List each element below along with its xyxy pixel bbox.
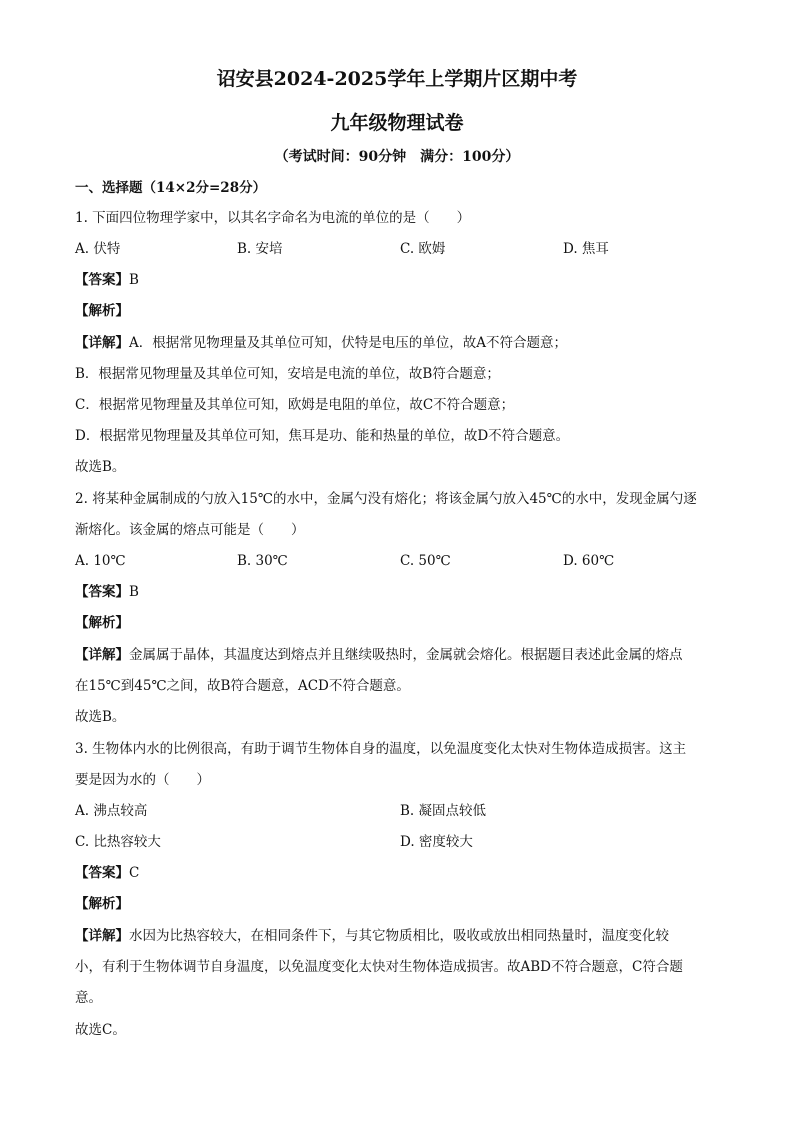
q3-option-a: A. 沸点较高 <box>75 803 148 819</box>
answer-tag: 【答案】 <box>75 272 129 288</box>
q3-option-b: B. 凝固点较低 <box>400 803 487 819</box>
q3-stem-line: 要是因为水的（ ） <box>75 772 210 788</box>
answer-value: B <box>129 272 139 288</box>
q3-option-c: C. 比热容较大 <box>75 834 161 850</box>
q3-detail-line: 意。 <box>75 990 102 1006</box>
answer-value: B <box>129 584 139 600</box>
answer-value: C <box>129 865 140 881</box>
exam-info: （考试时间：90分钟 满分：100分） <box>274 149 520 165</box>
detail-tag: 【详解】 <box>75 335 129 351</box>
q1-conclusion: 故选B。 <box>75 459 126 475</box>
q2-detail-line <box>75 646 683 664</box>
q2-analysis-tag: 【解析】 <box>75 615 129 631</box>
answer-tag: 【答案】 <box>75 584 129 600</box>
q1-detail-line: B．根据常见物理量及其单位可知，安培是电流的单位，故B符合题意； <box>75 366 500 382</box>
q3-option-d: D. 密度较大 <box>400 834 473 850</box>
q1-option-c: C. 欧姆 <box>400 241 446 257</box>
q3-answer <box>75 864 139 882</box>
q1-detail-line <box>75 334 567 352</box>
detail-tag: 【详解】 <box>75 647 129 663</box>
exam-title: 诏安县2024-2025学年上学期片区期中考 <box>216 68 578 90</box>
q2-stem-line: 2. 将某种金属制成的勺放入15℃的水中，金属勺没有熔化；将该金属勺放入45℃的水中，发现金属勺逐 <box>75 491 697 507</box>
q1-analysis-tag: 【解析】 <box>75 303 129 319</box>
section-heading: 一、选择题（14×2分=28分） <box>75 180 267 196</box>
q3-conclusion: 故选C。 <box>75 1022 126 1038</box>
q2-option-a: A. 10℃ <box>75 553 126 569</box>
q1-option-a: A. 伏特 <box>75 241 121 257</box>
q2-option-c: C. 50℃ <box>400 553 451 569</box>
detail-tag: 【详解】 <box>75 928 129 944</box>
q2-detail-line: 在15℃到45℃之间，故B符合题意，ACD不符合题意。 <box>75 678 410 694</box>
q3-analysis-tag: 【解析】 <box>75 896 129 912</box>
q2-conclusion: 故选B。 <box>75 709 126 725</box>
detail-text: A．根据常见物理量及其单位可知，伏特是电压的单位，故A不符合题意； <box>129 335 567 351</box>
q1-answer <box>75 271 139 289</box>
exam-subtitle: 九年级物理试卷 <box>330 112 464 134</box>
q3-detail-line <box>75 927 669 945</box>
detail-text: 金属属于晶体，其温度达到熔点并且继续吸热时，金属就会熔化。根据题目表述此金属的熔点 <box>129 647 683 663</box>
q1-option-b: B. 安培 <box>237 241 283 257</box>
q2-stem-line: 渐熔化。该金属的熔点可能是（ ） <box>75 522 305 538</box>
q3-detail-line: 小，有利于生物体调节自身温度，以免温度变化太快对生物体造成损害。故ABD不符合题意，C符合题 <box>75 959 683 975</box>
q1-stem: 1. 下面四位物理学家中，以其名字命名为电流的单位的是（ ） <box>75 210 471 226</box>
q1-detail-line: D．根据常见物理量及其单位可知，焦耳是功、能和热量的单位，故D不符合题意。 <box>75 428 570 444</box>
q1-detail-line: C．根据常见物理量及其单位可知，欧姆是电阻的单位，故C不符合题意； <box>75 397 515 413</box>
answer-tag: 【答案】 <box>75 865 129 881</box>
detail-text: 水因为比热容较大，在相同条件下，与其它物质相比，吸收或放出相同热量时，温度变化较 <box>129 928 669 944</box>
q2-option-b: B. 30℃ <box>237 553 288 569</box>
q2-answer <box>75 583 139 601</box>
q1-option-d: D. 焦耳 <box>563 241 609 257</box>
q3-stem-line: 3. 生物体内水的比例很高，有助于调节生物体自身的温度，以免温度变化太快对生物体造成损害。这主 <box>75 741 687 757</box>
q2-option-d: D. 60℃ <box>563 553 615 569</box>
